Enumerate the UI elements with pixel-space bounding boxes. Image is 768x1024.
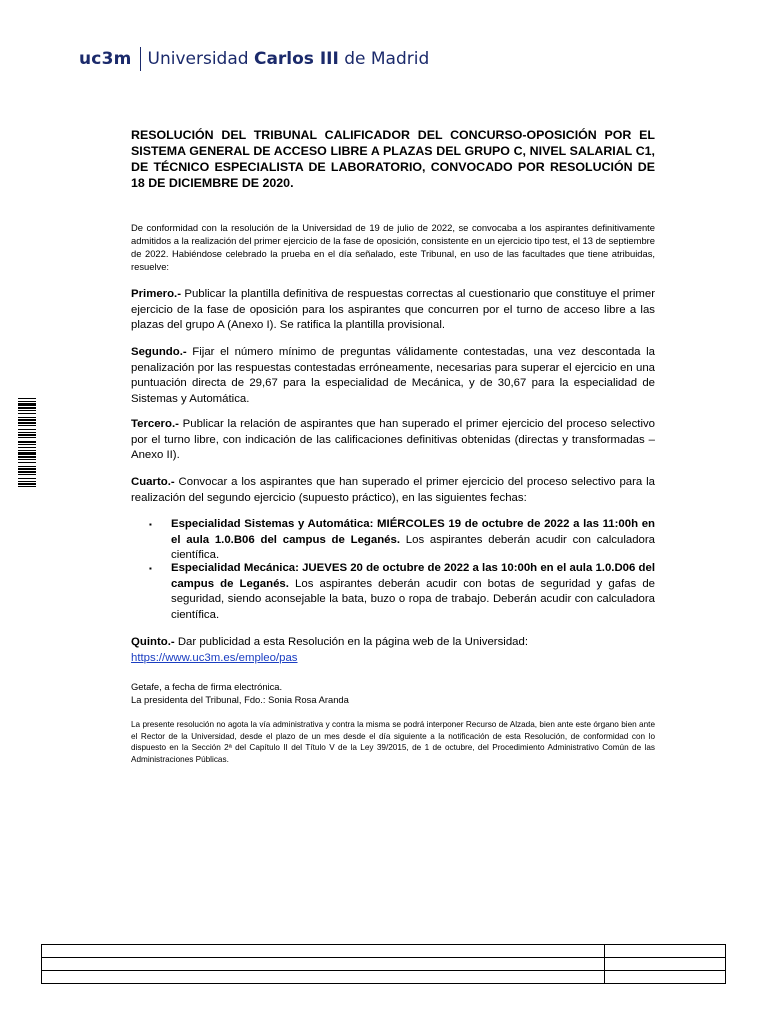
- paragraph-cuarto: [131, 475, 655, 506]
- paragraph-text: Convocar a los aspirantes que han superado el primer ejercicio del proceso selectivo para la realización del segundo ejercicio (supuesto práctico), en las siguientes fechas:: [131, 476, 655, 504]
- intro-paragraph: De conformidad con la resolución de la Universidad de 19 de julio de 2022, se convocaba a los aspirantes definitivamente admitidos a la realización del primer ejercicio de la fase de oposición, consistente en un ejercicio tipo test, el 13 de septiembre de 2022. Habiéndose celebrado la prueba en el día señalado, este Tribunal, en uso de las facultades que tiene atribuidas, resuelve:: [131, 222, 655, 272]
- paragraph-lead: Segundo.-: [131, 346, 187, 358]
- paragraph-text: Publicar la relación de aspirantes que han superado el primer ejercicio del proceso selectivo por el turno libre, con indicación de las calificaciones definitivas obtenidas (directas y transformadas – Anexo II).: [131, 418, 655, 461]
- paragraph-lead: Cuarto.-: [131, 476, 175, 488]
- table-cell: [605, 971, 726, 984]
- university-logo: [79, 46, 429, 72]
- bullet-item-mecanica: [149, 561, 655, 623]
- paragraph-text: Fijar el número mínimo de preguntas válidamente contestadas, una vez descontada la penalización por las respuestas contestadas erróneamente, necesarias para superar el ejercicio en una puntuación directa de 29,67 para la especialidad de Mecánica, y de 30,67 para la especialidad de Sistemas y Automática.: [131, 346, 655, 405]
- signature-signer: La presidenta del Tribunal, Fdo.: Sonia Rosa Aranda: [131, 693, 349, 705]
- legal-notice: La presente resolución no agota la vía administrativa y contra la misma se podrá interponer Recurso de Alzada, bien ante este órgano bien ante el Rector de la Universidad, desde el plazo de un mes desde el día siguiente a la notificación de esta Resolución, de conformidad con lo dispuesto en la Sección 2ª del Capítulo II del Título V de la Ley 39/2015, de 1 de octubre, del Procedimiento Administrativo Común de las Administraciones Públicas.: [131, 720, 655, 764]
- bullet-bold-text: Especialidad Mecánica: JUEVES 20 de octubre de 2022 a las 10:00h en el aula 1.0.D06 del campus de Leganés.: [171, 562, 655, 590]
- table-cell: [42, 945, 605, 958]
- bullet-square-icon: ▪: [149, 564, 152, 573]
- document-title: RESOLUCIÓN DEL TRIBUNAL CALIFICADOR DEL CONCURSO-OPOSICIÓN POR EL SISTEMA GENERAL DE ACCESO LIBRE A PLAZAS DEL GRUPO C, NIVEL SALARIAL C1, DE TÉCNICO ESPECIALISTA DE LABORATORIO, CONVOCADO POR RESOLUCIÓN DE 18 DE DICIEMBRE DE 2020.: [131, 128, 655, 190]
- bullet-bold-text: Especialidad Sistemas y Automática: MIÉRCOLES 19 de octubre de 2022 a las 11:00h en el aula 1.0.B06 del campus de Leganés.: [171, 518, 655, 546]
- paragraph-lead: Tercero.-: [131, 418, 179, 430]
- bullet-text: Los aspirantes deberán acudir con botas de seguridad y gafas de seguridad, siendo aconsejable la bata, buzo o ropa de trabajo. Deberán acudir con calculadora científica.: [171, 577, 655, 621]
- paragraph-segundo: [131, 345, 655, 407]
- logo-uc3m: uc3m: [79, 49, 132, 69]
- bullet-item-sistemas: [149, 517, 655, 564]
- paragraph-tercero: [131, 417, 655, 464]
- paragraph-primero: [131, 287, 655, 334]
- table-cell: [42, 971, 605, 984]
- paragraph-quinto: [131, 635, 655, 666]
- logo-divider: [140, 47, 141, 71]
- signature-place-date: Getafe, a fecha de firma electrónica.: [131, 681, 283, 692]
- table-cell: [42, 958, 605, 971]
- bullet-square-icon: ▪: [149, 520, 152, 529]
- paragraph-lead: Quinto.-: [131, 636, 175, 648]
- table-row: [42, 971, 726, 984]
- employment-link[interactable]: https://www.uc3m.es/empleo/pas: [131, 651, 298, 664]
- paragraph-text: Dar publicidad a esta Resolución en la página web de la Universidad:: [174, 636, 528, 648]
- paragraph-text: Publicar la plantilla definitiva de respuestas correctas al cuestionario que constituye el primer ejercicio de la fase de oposición para los aspirantes que concurren por el turno de acceso libre a las plazas del grupo A (Anexo I). Se ratifica la plantilla provisional.: [131, 288, 655, 331]
- table-row: [42, 945, 726, 958]
- barcode-icon: [18, 398, 36, 490]
- bullet-text: Los aspirantes deberán acudir con calculadora científica.: [171, 533, 655, 561]
- table-row: [42, 958, 726, 971]
- table-cell: [605, 958, 726, 971]
- table-cell: [605, 945, 726, 958]
- footer-table: [41, 944, 726, 984]
- logo-university-name: Universidad Carlos III de Madrid: [147, 49, 430, 69]
- paragraph-lead: Primero.-: [131, 288, 182, 300]
- signature-block: [131, 681, 655, 706]
